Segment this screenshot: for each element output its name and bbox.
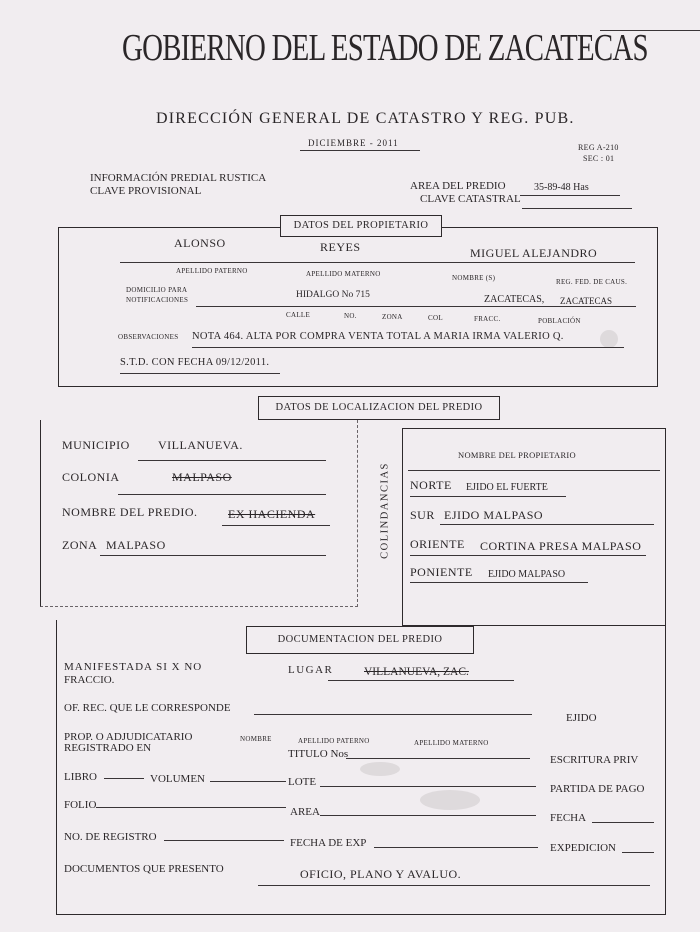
documentos-underline [258, 885, 650, 886]
info-predial-label: INFORMACIÓN PREDIAL RUSTICA [90, 172, 267, 184]
lbl-nombres: NOMBRE (S) [452, 274, 496, 282]
prop-adjudicatario-label: PROP. O ADJUDICATARIO [64, 731, 193, 743]
date-underline [300, 150, 420, 151]
document-date: DICIEMBRE - 2011 [308, 138, 399, 148]
lugar-underline [328, 680, 514, 681]
lbl-apellido-materno: APELLIDO MATERNO [306, 270, 381, 278]
of-rec-label: OF. REC. QUE LE CORRESPONDE [64, 702, 231, 714]
no-registro-label: NO. DE REGISTRO [64, 831, 157, 843]
colonia-label: COLONIA [62, 470, 120, 484]
titulo-underline [346, 758, 530, 759]
obs-underline-1 [192, 347, 624, 348]
lugar-label: LUGAR [288, 664, 334, 676]
area-predio-label: AREA DEL PREDIO [410, 180, 506, 192]
municipio-value: VILLANUEVA. [158, 438, 243, 452]
clave-catastral-label: CLAVE CATASTRAL [420, 193, 521, 205]
lbl-poblacion: POBLACIÓN [538, 317, 581, 325]
poniente-underline [410, 582, 588, 583]
lote-underline [320, 786, 536, 787]
nombres-value: MIGUEL ALEJANDRO [470, 246, 598, 260]
expedicion-underline [622, 852, 654, 853]
fecha-label: FECHA [550, 812, 587, 824]
sur-underline [440, 524, 654, 525]
documentacion-header: DOCUMENTACION DEL PREDIO [246, 626, 474, 654]
lbl-col: COL [428, 314, 443, 322]
observaciones-label: OBSERVACIONES [118, 333, 179, 341]
documentos-presento-label: DOCUMENTOS QUE PRESENTO [64, 863, 224, 875]
nombre-predio-value: EX HACIENDA [228, 507, 316, 521]
area-predio-value: 35-89-48 Has [534, 182, 589, 193]
norte-value: EJIDO EL FUERTE [466, 482, 548, 493]
apellido-paterno-value: ALONSO [174, 236, 226, 250]
lbl-doc-ap-paterno: APELLIDO PATERNO [298, 737, 370, 745]
poblacion-value: ZACATECAS [560, 296, 613, 306]
lbl-fracc: FRACC. [474, 315, 501, 323]
observaciones-line-2: S.T.D. CON FECHA 09/12/2011. [120, 357, 270, 368]
poniente-value: EJIDO MALPASO [488, 569, 566, 580]
clave-underline [522, 208, 632, 209]
libro-underline [104, 778, 144, 779]
sur-value: EJIDO MALPASO [444, 508, 544, 522]
volumen-underline [210, 781, 286, 782]
municipio-underline [138, 460, 326, 461]
no-registro-underline [164, 840, 284, 841]
area-underline [520, 195, 620, 196]
domicilio-label-2: NOTIFICACIONES [126, 296, 189, 304]
zona-value: MALPASO [106, 538, 166, 552]
reg-code: REG A-210 [578, 143, 619, 152]
nombre-predio-label: NOMBRE DEL PREDIO. [62, 505, 198, 519]
colindancias-header: NOMBRE DEL PROPIETARIO [458, 450, 576, 460]
colonia-underline [118, 494, 326, 495]
colindancias-header-underline [408, 470, 660, 471]
norte-label: NORTE [410, 478, 452, 492]
zona-label: ZONA [62, 538, 98, 552]
sec-code: SEC : 01 [583, 154, 615, 163]
lbl-no: NO. [344, 312, 357, 320]
ciudad-value: ZACATECAS, [484, 294, 545, 305]
folio-label: FOLIO [64, 799, 97, 811]
norte-underline [410, 496, 566, 497]
document-title: GOBIERNO DEL ESTADO DE ZACATECAS [122, 27, 648, 69]
oriente-underline [410, 555, 646, 556]
fecha-exp-underline [374, 847, 538, 848]
manifestada-label: MANIFESTADA SI X NO [64, 661, 203, 673]
name-underline [120, 262, 635, 263]
domicilio-label-1: DOMICILIO PARA [126, 286, 188, 294]
lbl-doc-ap-materno: APELLIDO MATERNO [414, 739, 489, 747]
domicilio-value: HIDALGO No 715 [296, 290, 370, 300]
lbl-zona: ZONA [382, 313, 403, 321]
lbl-rfc: REG. FED. DE CAUS. [556, 278, 628, 286]
folio-underline [96, 807, 286, 808]
apellido-materno-value: REYES [320, 240, 361, 254]
fraccio-label: FRACCIO. [64, 674, 115, 686]
poniente-label: PONIENTE [410, 565, 473, 579]
lbl-doc-nombre: NOMBRE [240, 735, 272, 743]
expedicion-label: EXPEDICION [550, 842, 616, 854]
nombre-predio-underline [222, 525, 330, 526]
localizacion-header: DATOS DE LOCALIZACION DEL PREDIO [258, 396, 500, 420]
fecha-underline [592, 822, 654, 823]
oriente-value: CORTINA PRESA MALPASO [480, 539, 642, 553]
lugar-value: VILLANUEVA, ZAC. [364, 666, 469, 678]
fecha-exp-label: FECHA DE EXP [290, 837, 367, 849]
area-label: AREA [290, 806, 320, 818]
escritura-priv-label: ESCRITURA PRIV [550, 754, 639, 766]
lbl-apellido-paterno: APELLIDO PATERNO [176, 267, 248, 275]
ejido-label: EJIDO [566, 712, 597, 724]
of-rec-underline [254, 714, 532, 715]
observaciones-line-1: NOTA 464. ALTA POR COMPRA VENTA TOTAL A MARIA IRMA VALERIO Q. [192, 331, 564, 342]
colonia-value: MALPASO [172, 470, 232, 484]
libro-label: LIBRO [64, 771, 97, 783]
sur-label: SUR [410, 508, 435, 522]
documentos-presento-value: OFICIO, PLANO Y AVALUO. [300, 867, 462, 881]
document-subtitle: DIRECCIÓN GENERAL DE CATASTRO Y REG. PUB. [156, 110, 575, 127]
titulo-no-label: TITULO Nos [288, 748, 349, 760]
obs-underline-2 [120, 373, 280, 374]
volumen-label: VOLUMEN [150, 773, 205, 785]
colindancias-vertical-label: COLINDANCIAS [379, 462, 391, 559]
lbl-calle: CALLE [286, 311, 311, 319]
domicilio-underline [196, 306, 636, 307]
lote-label: LOTE [288, 776, 317, 788]
propietario-header: DATOS DEL PROPIETARIO [280, 215, 442, 237]
zona-underline [100, 555, 326, 556]
oriente-label: ORIENTE [410, 537, 465, 551]
area-underline-doc [320, 815, 536, 816]
partida-pago-label: PARTIDA DE PAGO [550, 783, 645, 795]
municipio-label: MUNICIPIO [62, 438, 130, 452]
registrado-en-label: REGISTRADO EN [64, 742, 152, 754]
clave-provisional-label: CLAVE PROVISIONAL [90, 185, 202, 197]
